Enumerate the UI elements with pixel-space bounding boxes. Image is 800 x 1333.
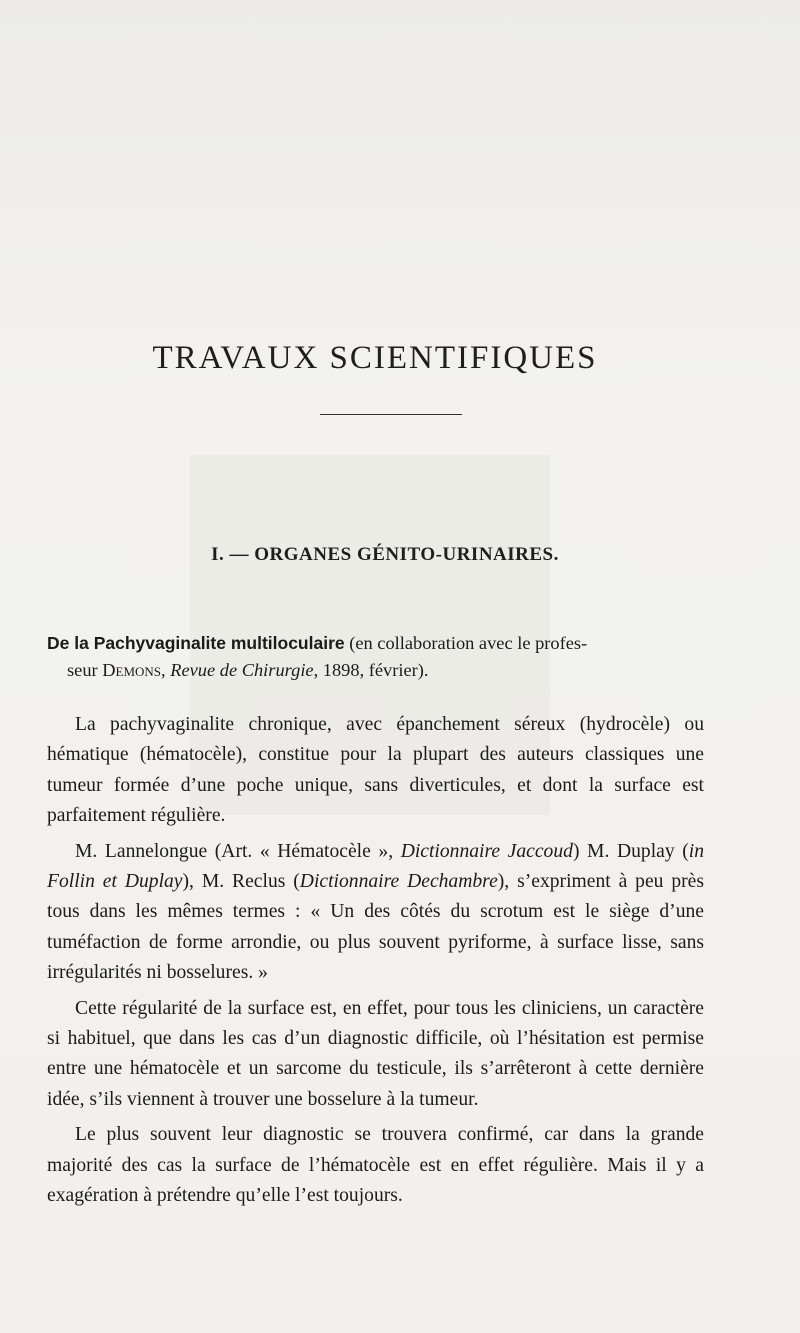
reference-journal: Revue de Chirurgie	[170, 660, 314, 680]
section-heading: I. — ORGANES GÉNITO-URINAIRES.	[211, 543, 559, 565]
p2-text-a: M. Lannelongue (Art. « Hématocèle »,	[75, 840, 401, 862]
p2-cite-follin: in Follin et Duplay	[47, 840, 704, 893]
title-divider	[320, 414, 462, 415]
reference-date: , 1898, février).	[313, 660, 429, 680]
p2-text-e: ), M. Reclus (	[182, 871, 300, 893]
p2-cite-jaccoud: Dictionnaire Jaccoud	[400, 840, 573, 862]
reference-sep: ,	[161, 660, 171, 680]
p2-text-g: ), s’expriment à peu près tous dans les mêmes termes : « Un des côtés du scrotum est le siège d’une tuméfaction de forme arrondie, ou plus souvent pyriforme, à surface lisse, sans irrégularités ni bosselures. »	[47, 871, 704, 984]
reference-title: De la Pachyvaginalite multiloculaire	[47, 633, 345, 653]
paragraph-1: La pachyvaginalite chronique, avec épanchement séreux (hydrocèle) ou hématique (hématocèle), constitue pour la plupart des auteurs classiques une tumeur formée d’une poche unique, sans diverticules, et dont la surface est parfaitement régulière.	[47, 714, 704, 827]
reference-author: Demons	[102, 660, 162, 680]
reference-collaboration: (en collaboration avec le profes-	[344, 633, 588, 653]
paragraph-2	[47, 837, 704, 989]
body-text	[47, 710, 704, 1212]
p2-text-c: ) M. Duplay (	[572, 840, 689, 862]
paragraph-3: Cette régularité de la surface est, en effet, pour tous les cliniciens, un caractère si habituel, que dans les cas d’un diagnostic difficile, où l’hésitation est permise entre une hématocèle et un sarcome du testicule, ils s’arrêteront à cette dernière idée, s’ils viennent à trouver une bosselure à la tumeur.	[47, 997, 704, 1110]
reference-prefix: seur	[67, 660, 103, 680]
p2-cite-dechambre: Dictionnaire Dechambre	[299, 871, 498, 893]
reference-second-line	[47, 657, 704, 684]
paragraph-4: Le plus souvent leur diagnostic se trouvera confirmé, car dans la grande majorité des cas la surface de l’hématocèle est en effet régulière. Mais il y a exagération à prétendre qu’elle l’est toujours.	[47, 1124, 704, 1207]
page-title: TRAVAUX SCIENTIFIQUES	[152, 340, 598, 377]
bibliographic-reference	[47, 630, 704, 684]
